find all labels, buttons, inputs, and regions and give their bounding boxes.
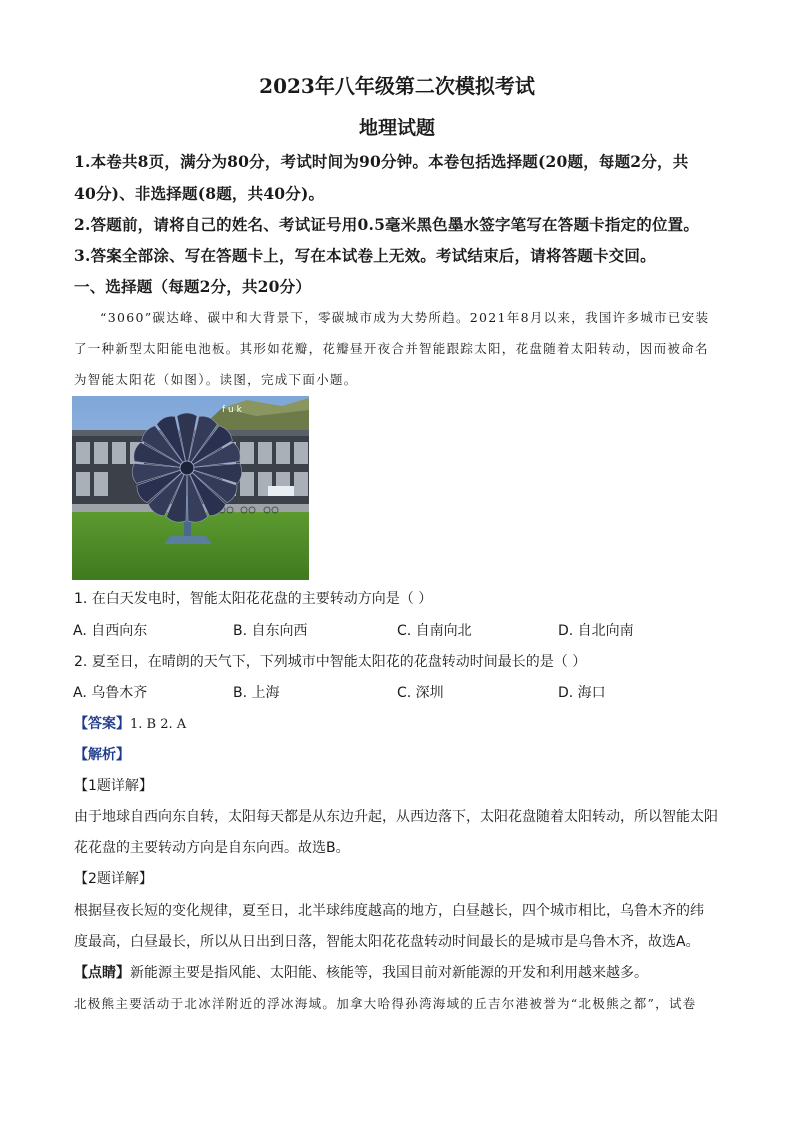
question-2-option-d[interactable]: D. 海口 — [558, 685, 606, 701]
instruction-line-1: 1.本卷共8页，满分为80分，考试时间为90分钟。本卷包括选择题(20题，每题2分，共 — [74, 152, 689, 171]
tip-tag: 【点睛】 — [74, 965, 130, 981]
q1-detail-line-1: 由于地球自西向东自转，太阳每天都是从东边升起，从西边落下，太阳花盘随着太阳转动，所以智能太阳 — [74, 809, 718, 825]
question-2-option-a[interactable]: A. 乌鲁木齐 — [73, 685, 148, 701]
q1-detail-line-2: 花花盘的主要转动方向是自东向西。故选B。 — [74, 840, 350, 856]
answer-line — [74, 713, 186, 733]
question-1-option-b[interactable]: B. 自东向西 — [233, 623, 308, 639]
question-2-stem: 2. 夏至日，在晴朗的天气下，下列城市中智能太阳花的花盘转动时间最长的是（ ） — [74, 654, 587, 670]
analysis-tag: 【解析】 — [74, 747, 130, 763]
answer-text: 1. B 2. A — [130, 717, 187, 732]
question-1-stem: 1. 在白天发电时，智能太阳花花盘的主要转动方向是（ ） — [74, 591, 433, 607]
exam-title: 2023年八年级第二次模拟考试 — [259, 74, 535, 98]
instruction-line-2: 40分)、非选择题(8题，共40分)。 — [74, 184, 325, 203]
question-1-option-d[interactable]: D. 自北向南 — [558, 623, 634, 639]
q2-detail-line-1: 根据昼夜长短的变化规律，夏至日，北半球纬度越高的地方，白昼越长，四个城市相比，乌鲁木齐的纬 — [74, 903, 704, 919]
question-2-option-c[interactable]: C. 深圳 — [397, 685, 444, 701]
question-1-option-c[interactable]: C. 自南向北 — [397, 623, 472, 639]
exam-subtitle: 地理试题 — [358, 117, 435, 139]
q1-detail-heading: 【1题详解】 — [74, 778, 153, 794]
solar-flower-illustration — [72, 396, 309, 580]
passage-line-1: “3060”碳达峰、碳中和大背景下，零碳城市成为大势所趋。2021年8月以来，我国许多城市已安装 — [100, 310, 710, 325]
tip-line — [74, 962, 648, 982]
passage-line-3: 为智能太阳花（如图）。读图，完成下面小题。 — [74, 372, 358, 387]
solar-flower-photo — [72, 396, 309, 580]
section-heading: 一、选择题（每题2分，共20分） — [74, 277, 312, 296]
question-1-option-a[interactable]: A. 自西向东 — [73, 623, 148, 639]
instruction-line-3: 2.答题前，请将自己的姓名、考试证号用0.5毫米黑色墨水签字笔写在答题卡指定的位置。 — [74, 215, 700, 234]
tip-text: 新能源主要是指风能、太阳能、核能等，我国目前对新能源的开发和利用越来越多。 — [130, 965, 648, 981]
next-passage-line: 北极熊主要活动于北冰洋附近的浮冰海域。加拿大哈得孙湾海域的丘吉尔港被誉为“北极熊之都”，试卷 — [74, 996, 697, 1011]
building-sign-text: f u k — [222, 405, 242, 415]
answer-tag: 【答案】 — [74, 716, 130, 732]
q2-detail-line-2: 度最高，白昼最长，所以从日出到日落，智能太阳花花盘转动时间最长的是城市是乌鲁木齐，故选A。 — [74, 934, 700, 950]
question-2-option-b[interactable]: B. 上海 — [233, 685, 280, 701]
instruction-line-4: 3.答案全部涂、写在答题卡上，写在本试卷上无效。考试结束后，请将答题卡交回。 — [74, 246, 656, 265]
q2-detail-heading: 【2题详解】 — [74, 871, 153, 887]
passage-line-2: 了一种新型太阳能电池板。其形如花瓣，花瓣昼开夜合并智能跟踪太阳，花盘随着太阳转动，因而被命名 — [74, 341, 709, 356]
